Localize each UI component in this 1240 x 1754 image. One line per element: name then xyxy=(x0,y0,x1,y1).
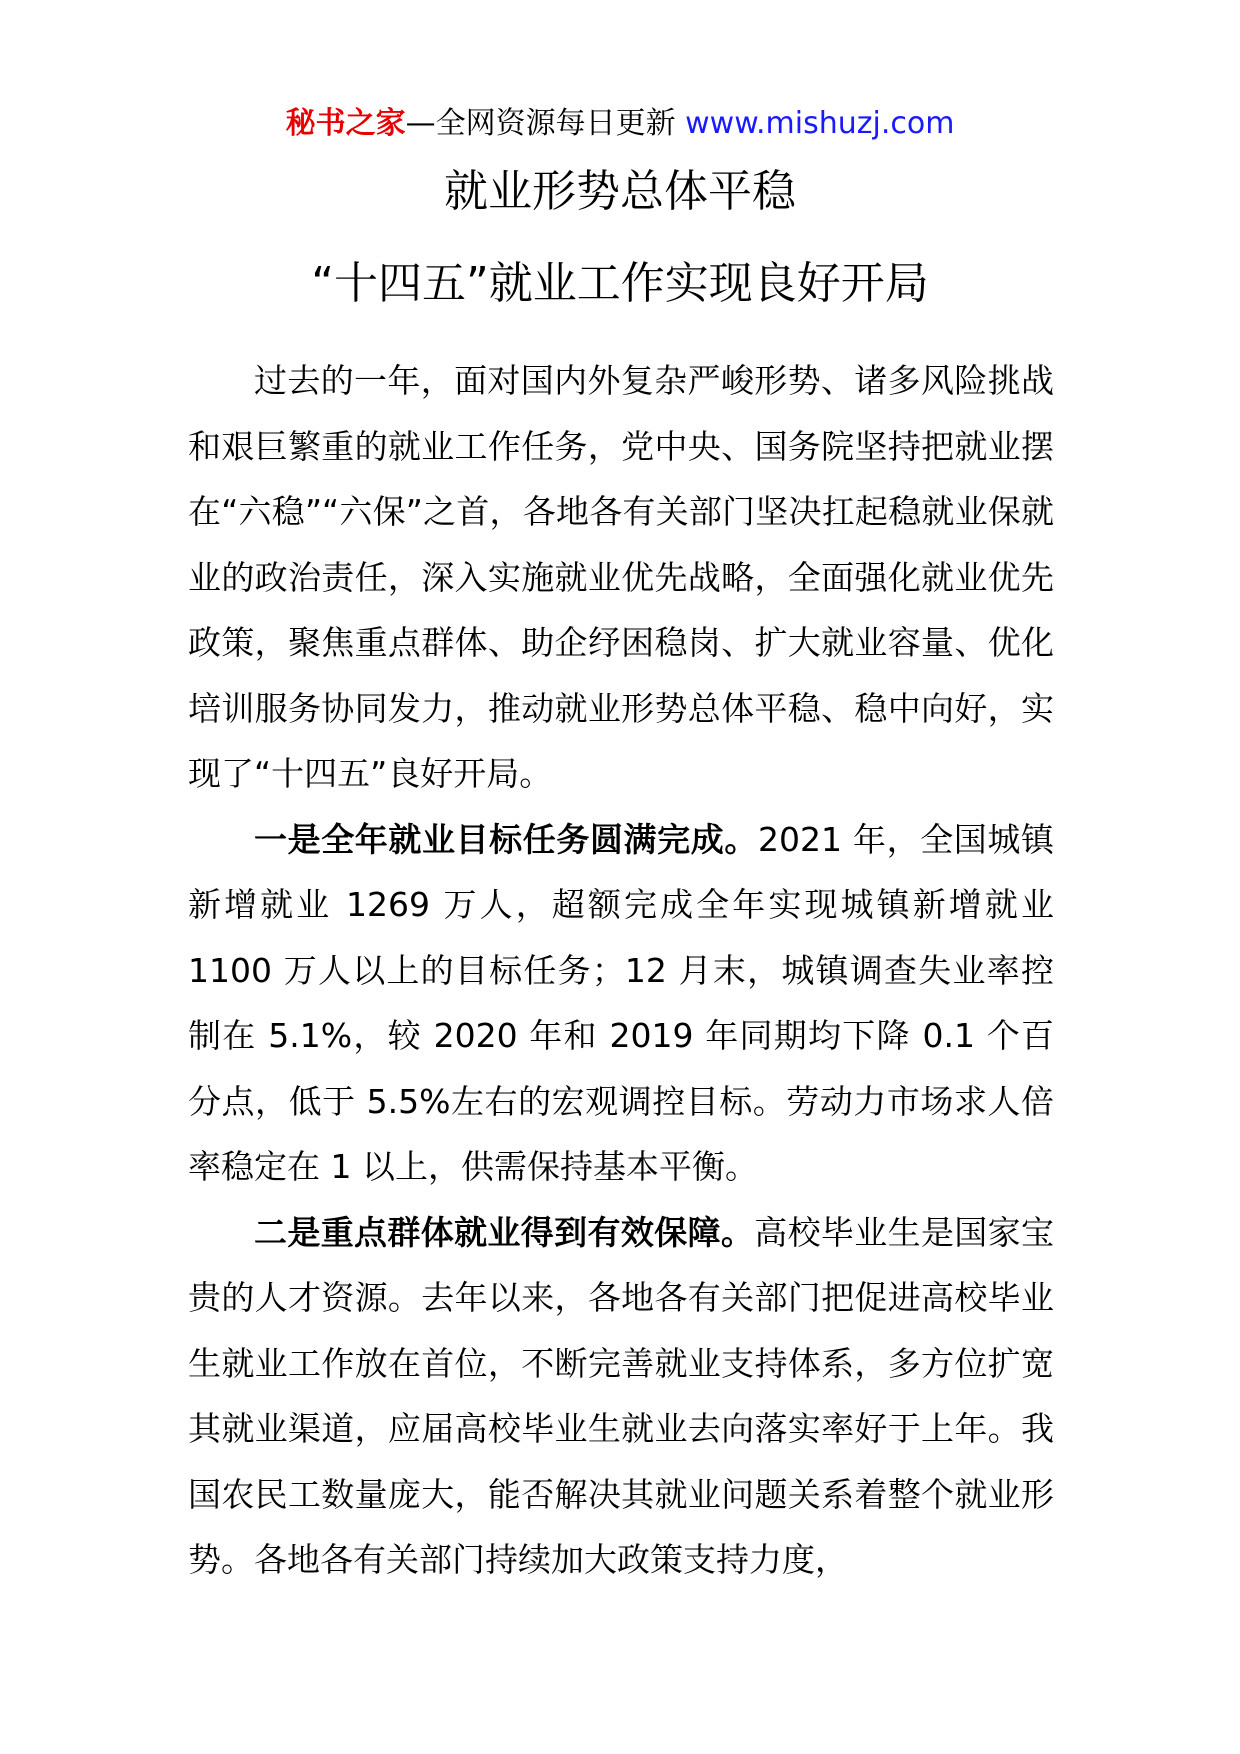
paragraph-lead: 一是全年就业目标任务圆满完成。 xyxy=(254,819,758,859)
site-header xyxy=(0,102,1240,146)
paragraph-intro xyxy=(188,348,1054,807)
site-url-link[interactable]: www.mishuzj.com xyxy=(685,106,955,141)
document-subtitle: “十四五”就业工作实现良好开局 xyxy=(311,258,929,309)
site-brand: 秘书之家 xyxy=(285,106,406,141)
paragraph-lead: 二是重点群体就业得到有效保障。 xyxy=(254,1212,755,1252)
paragraph-point-1 xyxy=(188,807,1054,1200)
document-title: 就业形势总体平稳 xyxy=(444,166,796,217)
paragraph-point-2 xyxy=(188,1200,1054,1593)
paragraph-text: 2021 年，全国城镇新增就业 1269 万人，超额完成全年实现城镇新增就业 1100 万人以上的目标任务；12 月末，城镇调查失业率控制在 5.1%，较 2020 年和 2019 年同期均下降 0.1 个百分点，低于 5.5%左右的宏观调控目标。劳动力市场求人倍率稳定在 1 以上，供需保持基本平衡。 xyxy=(188,819,1055,1186)
site-tagline: —全网资源每日更新 xyxy=(405,106,676,141)
paragraph-text: 高校毕业生是国家宝贵的人才资源。去年以来，各地各有关部门把促进高校毕业生就业工作放在首位，不断完善就业支持体系，多方位扩宽其就业渠道，应届高校毕业生就业去向落实率好于上年。我国农民工数量庞大，能否解决其就业问题关系着整个就业形势。各地各有关部门持续加大政策支持力度， xyxy=(188,1212,1055,1579)
paragraph-text: 过去的一年，面对国内外复杂严峻形势、诸多风险挑战和艰巨繁重的就业工作任务，党中央、国务院坚持把就业摆在“六稳”“六保”之首，各地各有关部门坚决扛起稳就业保就业的政治责任，深入实施就业优先战略，全面强化就业优先政策，聚焦重点群体、助企纾困稳岗、扩大就业容量、优化培训服务协同发力，推动就业形势总体平稳、稳中向好，实现了“十四五”良好开局。 xyxy=(188,361,1054,793)
document-body xyxy=(188,348,1054,1593)
